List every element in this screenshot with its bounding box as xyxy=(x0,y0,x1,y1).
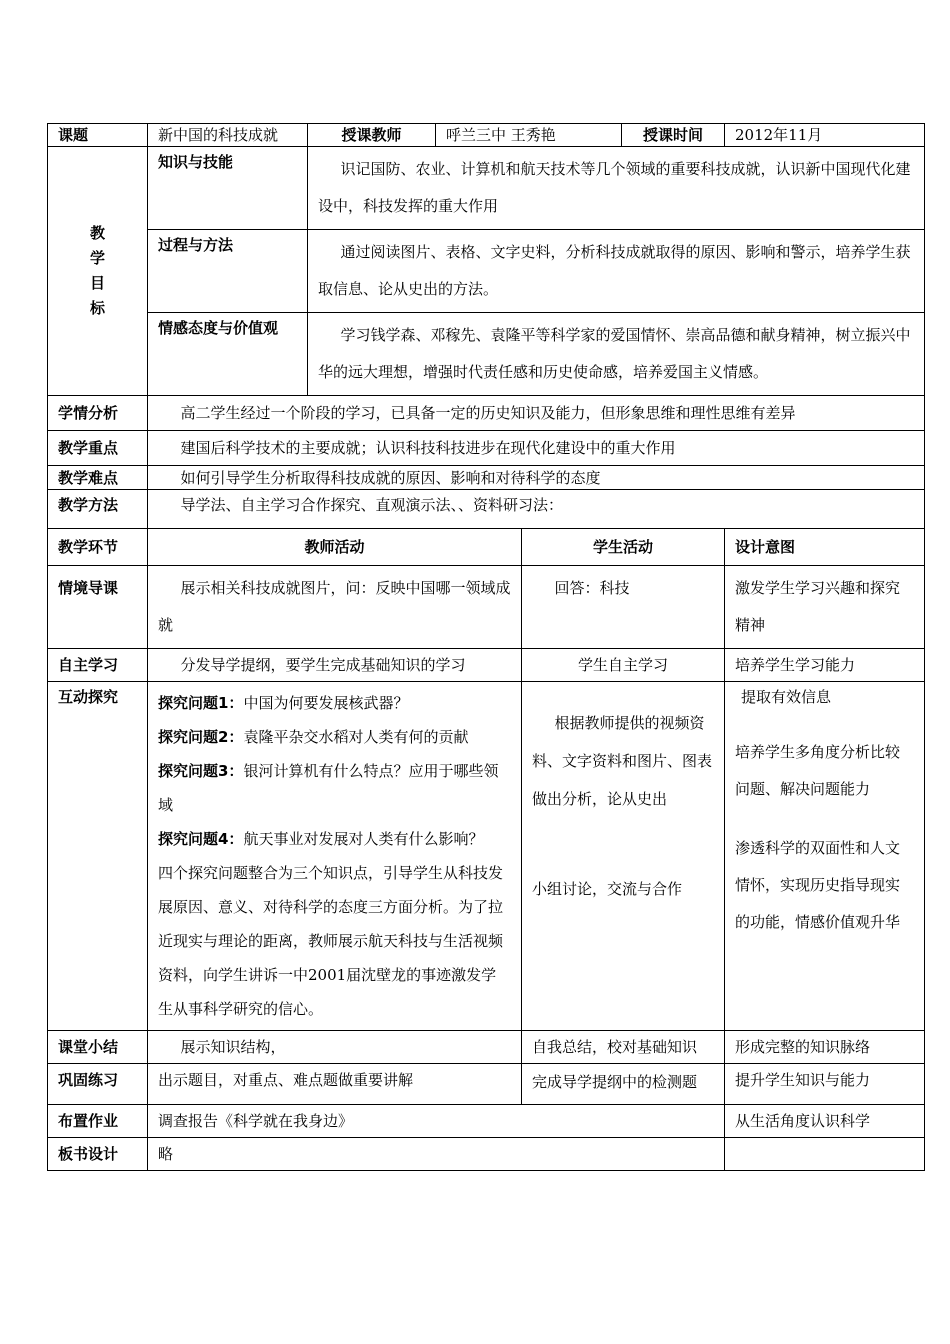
lesson-plan-table xyxy=(47,123,925,1171)
explore-stage: 互动探究 xyxy=(48,682,148,1031)
knowledge-text: 识记国防、农业、计算机和航天技术等几个领域的重要科技成就，认识新中国现代化建设中，科技发挥的重大作用 xyxy=(308,147,925,230)
practice-student: 完成导学提纲中的检测题 xyxy=(522,1064,725,1105)
homework-row xyxy=(48,1105,925,1138)
summary-teacher: 展示知识结构， xyxy=(148,1031,522,1064)
focus-text: 建国后科学技术的主要成就；认识科技科技进步在现代化建设中的重大作用 xyxy=(148,431,925,466)
summary-stage: 课堂小结 xyxy=(48,1031,148,1064)
practice-stage: 巩固练习 xyxy=(48,1064,148,1105)
process-text: 通过阅读图片、表格、文字史料，分析科技成就取得的原因、影响和警示，培养学生获取信息、论从史出的方法。 xyxy=(308,230,925,313)
summary-student: 自我总结，校对基础知识 xyxy=(522,1031,725,1064)
header-row xyxy=(48,124,925,147)
topic-label: 课题 xyxy=(48,124,148,147)
self-intent: 培养学生学习能力 xyxy=(725,649,925,682)
teacher-value: 呼兰三中 王秀艳 xyxy=(436,124,622,147)
teacher-explanation: 四个探究问题整合为三个知识点，引导学生从科技发展原因、意义、对待科学的态度三方面分析。为了拉近现实与理论的距离，教师展示航天科技与生活视频资料，向学生讲诉一中2001届沈壁龙的事迹激发学生从事科学研究的信心。 xyxy=(158,864,504,1018)
student-analysis: 根据教师提供的视频资料、文字资料和图片、图表做出分析，论从史出 xyxy=(532,714,713,808)
explore-intent xyxy=(725,682,925,1031)
board-empty xyxy=(725,1138,925,1171)
knowledge-label: 知识与技能 xyxy=(148,147,308,230)
intro-stage: 情境导课 xyxy=(48,566,148,649)
teacher-label: 授课教师 xyxy=(308,124,436,147)
goal-emotion-row xyxy=(48,313,925,396)
focus-label: 教学重点 xyxy=(48,431,148,466)
difficulty-label: 教学难点 xyxy=(48,466,148,490)
topic-value: 新中国的科技成就 xyxy=(148,124,308,147)
goal-process-row xyxy=(48,230,925,313)
method-row xyxy=(48,490,925,529)
question-3: 探究问题3：银河计算机有什么特点？应用于哪些领域 xyxy=(158,762,499,814)
time-value: 2012年11月 xyxy=(725,124,925,147)
question-1: 探究问题1：中国为何要发展核武器？ xyxy=(158,694,409,712)
intro-row xyxy=(48,566,925,649)
analysis-row xyxy=(48,396,925,431)
teacher-activity-header: 教师活动 xyxy=(148,529,522,566)
goal-knowledge-row xyxy=(48,147,925,230)
time-label: 授课时间 xyxy=(622,124,725,147)
difficulty-text: 如何引导学生分析取得科技成就的原因、影响和对待科学的态度 xyxy=(148,466,925,490)
board-stage: 板书设计 xyxy=(48,1138,148,1171)
practice-row xyxy=(48,1064,925,1105)
process-label: 过程与方法 xyxy=(148,230,308,313)
intro-student: 回答：科技 xyxy=(522,566,725,649)
question-4: 探究问题4：航天事业对发展对人类有什么影响？ xyxy=(158,830,484,848)
homework-stage: 布置作业 xyxy=(48,1105,148,1138)
explore-row xyxy=(48,682,925,1031)
student-discussion: 小组讨论，交流与合作 xyxy=(532,880,683,898)
question-2: 探究问题2：袁隆平杂交水稻对人类有何的贡献 xyxy=(158,728,469,746)
intro-intent: 激发学生学习兴趣和探究精神 xyxy=(725,566,925,649)
student-activity-header: 学生活动 xyxy=(522,529,725,566)
process-header-row xyxy=(48,529,925,566)
emotion-label: 情感态度与价值观 xyxy=(148,313,308,396)
board-row xyxy=(48,1138,925,1171)
stage-header: 教学环节 xyxy=(48,529,148,566)
homework-intent: 从生活角度认识科学 xyxy=(725,1105,925,1138)
intent-analysis: 培养学生多角度分析比较问题、解决问题能力 xyxy=(735,743,901,798)
emotion-text: 学习钱学森、邓稼先、袁隆平等科学家的爱国情怀、崇高品德和献身精神，树立振兴中华的远大理想，增强时代责任感和历史使命感，培养爱国主义情感。 xyxy=(308,313,925,396)
summary-row xyxy=(48,1031,925,1064)
analysis-label: 学情分析 xyxy=(48,396,148,431)
practice-intent: 提升学生知识与能力 xyxy=(725,1064,925,1105)
homework-teacher: 调查报告《科学就在我身边》 xyxy=(148,1105,725,1138)
focus-row xyxy=(48,431,925,466)
intro-teacher: 展示相关科技成就图片，问：反映中国哪一领域成就 xyxy=(148,566,522,649)
self-study-row xyxy=(48,649,925,682)
difficulty-row xyxy=(48,466,925,490)
summary-intent: 形成完整的知识脉络 xyxy=(725,1031,925,1064)
explore-teacher xyxy=(148,682,522,1031)
method-text: 导学法、自主学习合作探究、直观演示法、、资料研习法： xyxy=(148,490,925,529)
analysis-text: 高二学生经过一个阶段的学习，已具备一定的历史知识及能力，但形象思维和理性思维有差异 xyxy=(148,396,925,431)
intent-header: 设计意图 xyxy=(725,529,925,566)
goals-label: 教 学 目 标 xyxy=(48,147,148,396)
intent-extract: 提取有效信息 xyxy=(741,688,832,706)
self-teacher: 分发导学提纲，要学生完成基础知识的学习 xyxy=(148,649,522,682)
explore-student xyxy=(522,682,725,1031)
practice-teacher: 出示题目，对重点、难点题做重要讲解 xyxy=(148,1064,522,1105)
method-label: 教学方法 xyxy=(48,490,148,529)
intent-values: 渗透科学的双面性和人文情怀，实现历史指导现实的功能，情感价值观升华 xyxy=(735,839,901,931)
self-student: 学生自主学习 xyxy=(522,649,725,682)
self-stage: 自主学习 xyxy=(48,649,148,682)
lesson-plan xyxy=(47,123,924,1171)
board-content: 略 xyxy=(148,1138,725,1171)
